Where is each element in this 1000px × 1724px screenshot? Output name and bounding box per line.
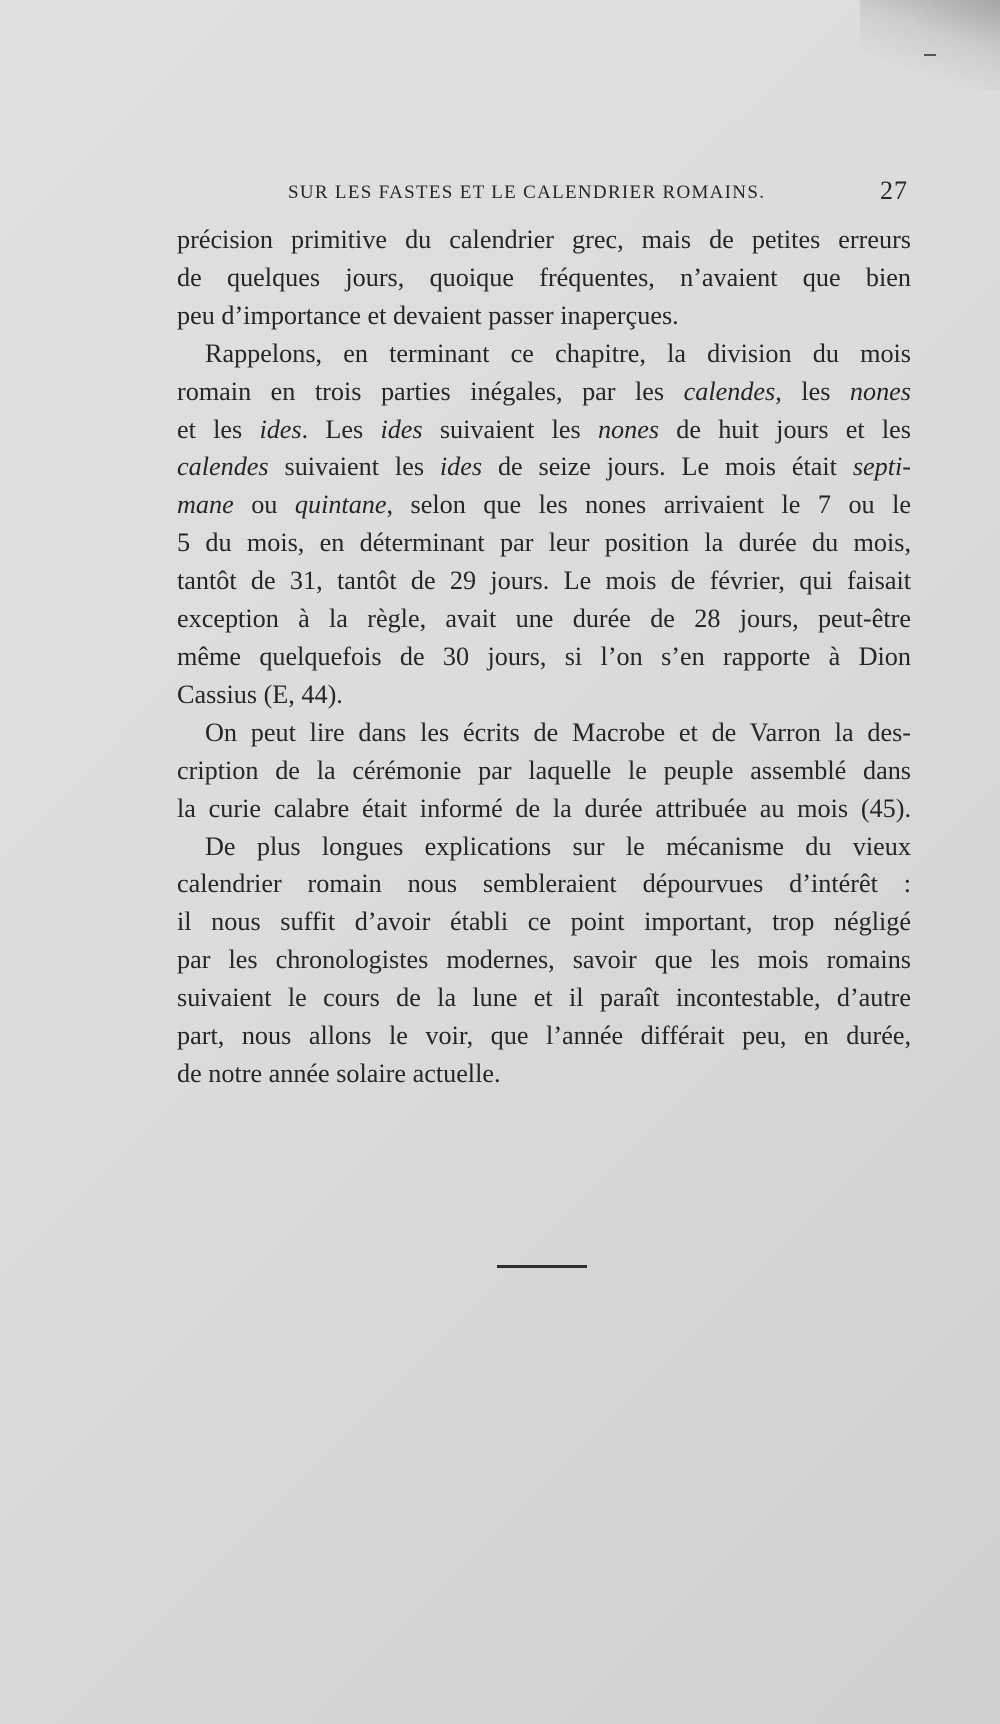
main-text — [177, 221, 911, 1093]
text-line: On peut lire dans les écrits de Macrobe et de Varron la des- — [205, 717, 911, 747]
italic-term: calendes — [177, 452, 269, 482]
text-line — [177, 448, 911, 486]
text-line: il nous suffit d’avoir établi ce point important, trop négligé — [177, 907, 911, 937]
ink-mark — [924, 54, 936, 56]
running-title: SUR LES FASTES ET LE CALENDRIER ROMAINS. — [288, 182, 766, 203]
text-line: précision primitive du calendrier grec, mais de petites erreurs — [177, 225, 911, 254]
text-line: Cassius (E, 44). — [177, 679, 343, 709]
italic-term: mane — [177, 490, 234, 520]
text-line: suivaient le cours de la lune et il paraît incontestable, d’autre — [177, 983, 911, 1013]
text-run: , selon que les nones arrivaient le 7 ou le — [386, 490, 912, 520]
italic-term: ides — [259, 414, 302, 444]
text-run: de huit jours et les — [659, 414, 911, 444]
text-line: la curie calabre était informé de la durée attribuée au mois (45). — [177, 793, 911, 823]
text-line: peu d’importance et devaient passer inaperçues. — [177, 300, 679, 330]
italic-term: quintane — [294, 490, 387, 520]
text-line — [177, 373, 911, 411]
text-line: par les chronologistes modernes, savoir que les mois romains — [177, 945, 911, 975]
text-line: même quelquefois de 30 jours, si l’on s’en rapporte à Dion — [177, 641, 911, 671]
italic-term: ides — [439, 452, 483, 482]
text-line — [177, 486, 911, 524]
text-run: ou — [233, 490, 295, 520]
text-line: cription de la cérémonie par laquelle le peuple assemblé dans — [177, 755, 911, 785]
paragraph-4 — [177, 828, 911, 1093]
text-line: calendrier romain nous sembleraient dépourvues d’intérêt : — [177, 869, 911, 899]
page-number: 27 — [880, 176, 908, 205]
italic-term: ides — [380, 414, 423, 444]
end-rule — [497, 1265, 587, 1268]
text-run: . Les — [301, 414, 381, 444]
page-corner-shadow — [860, 0, 1000, 90]
running-head — [0, 178, 1000, 218]
text-run: suivaient les — [268, 452, 440, 482]
text-line: De plus longues explications sur le mécanisme du vieux — [205, 831, 911, 861]
italic-term: septi- — [852, 452, 911, 482]
text-line: de notre année solaire actuelle. — [177, 1058, 501, 1088]
text-line — [177, 411, 911, 449]
text-run: et les — [177, 414, 260, 444]
text-line: part, nous allons le voir, que l’année différait peu, en durée, — [177, 1021, 911, 1051]
text-run: de seize jours. Le mois était — [482, 452, 853, 482]
paragraph-3 — [177, 714, 911, 828]
italic-term: nones — [597, 414, 660, 444]
text-line: exception à la règle, avait une durée de 28 jours, peut-être — [177, 604, 911, 634]
paragraph-1 — [177, 221, 911, 335]
text-line: Rappelons, en terminant ce chapitre, la division du mois — [205, 338, 911, 368]
paragraph-2 — [177, 335, 911, 714]
text-line: 5 du mois, en déterminant par leur position la durée du mois, — [177, 528, 911, 558]
text-line: tantôt de 31, tantôt de 29 jours. Le mois de février, qui faisait — [177, 566, 911, 596]
text-run: suivaient les — [422, 414, 598, 444]
text-line: de quelques jours, quoique fréquentes, n’avaient que bien — [177, 262, 911, 292]
italic-term: nones — [849, 376, 911, 406]
text-run: romain en trois parties inégales, par les — [177, 376, 684, 406]
italic-term: calendes — [683, 376, 776, 406]
text-run: , les — [775, 376, 850, 406]
